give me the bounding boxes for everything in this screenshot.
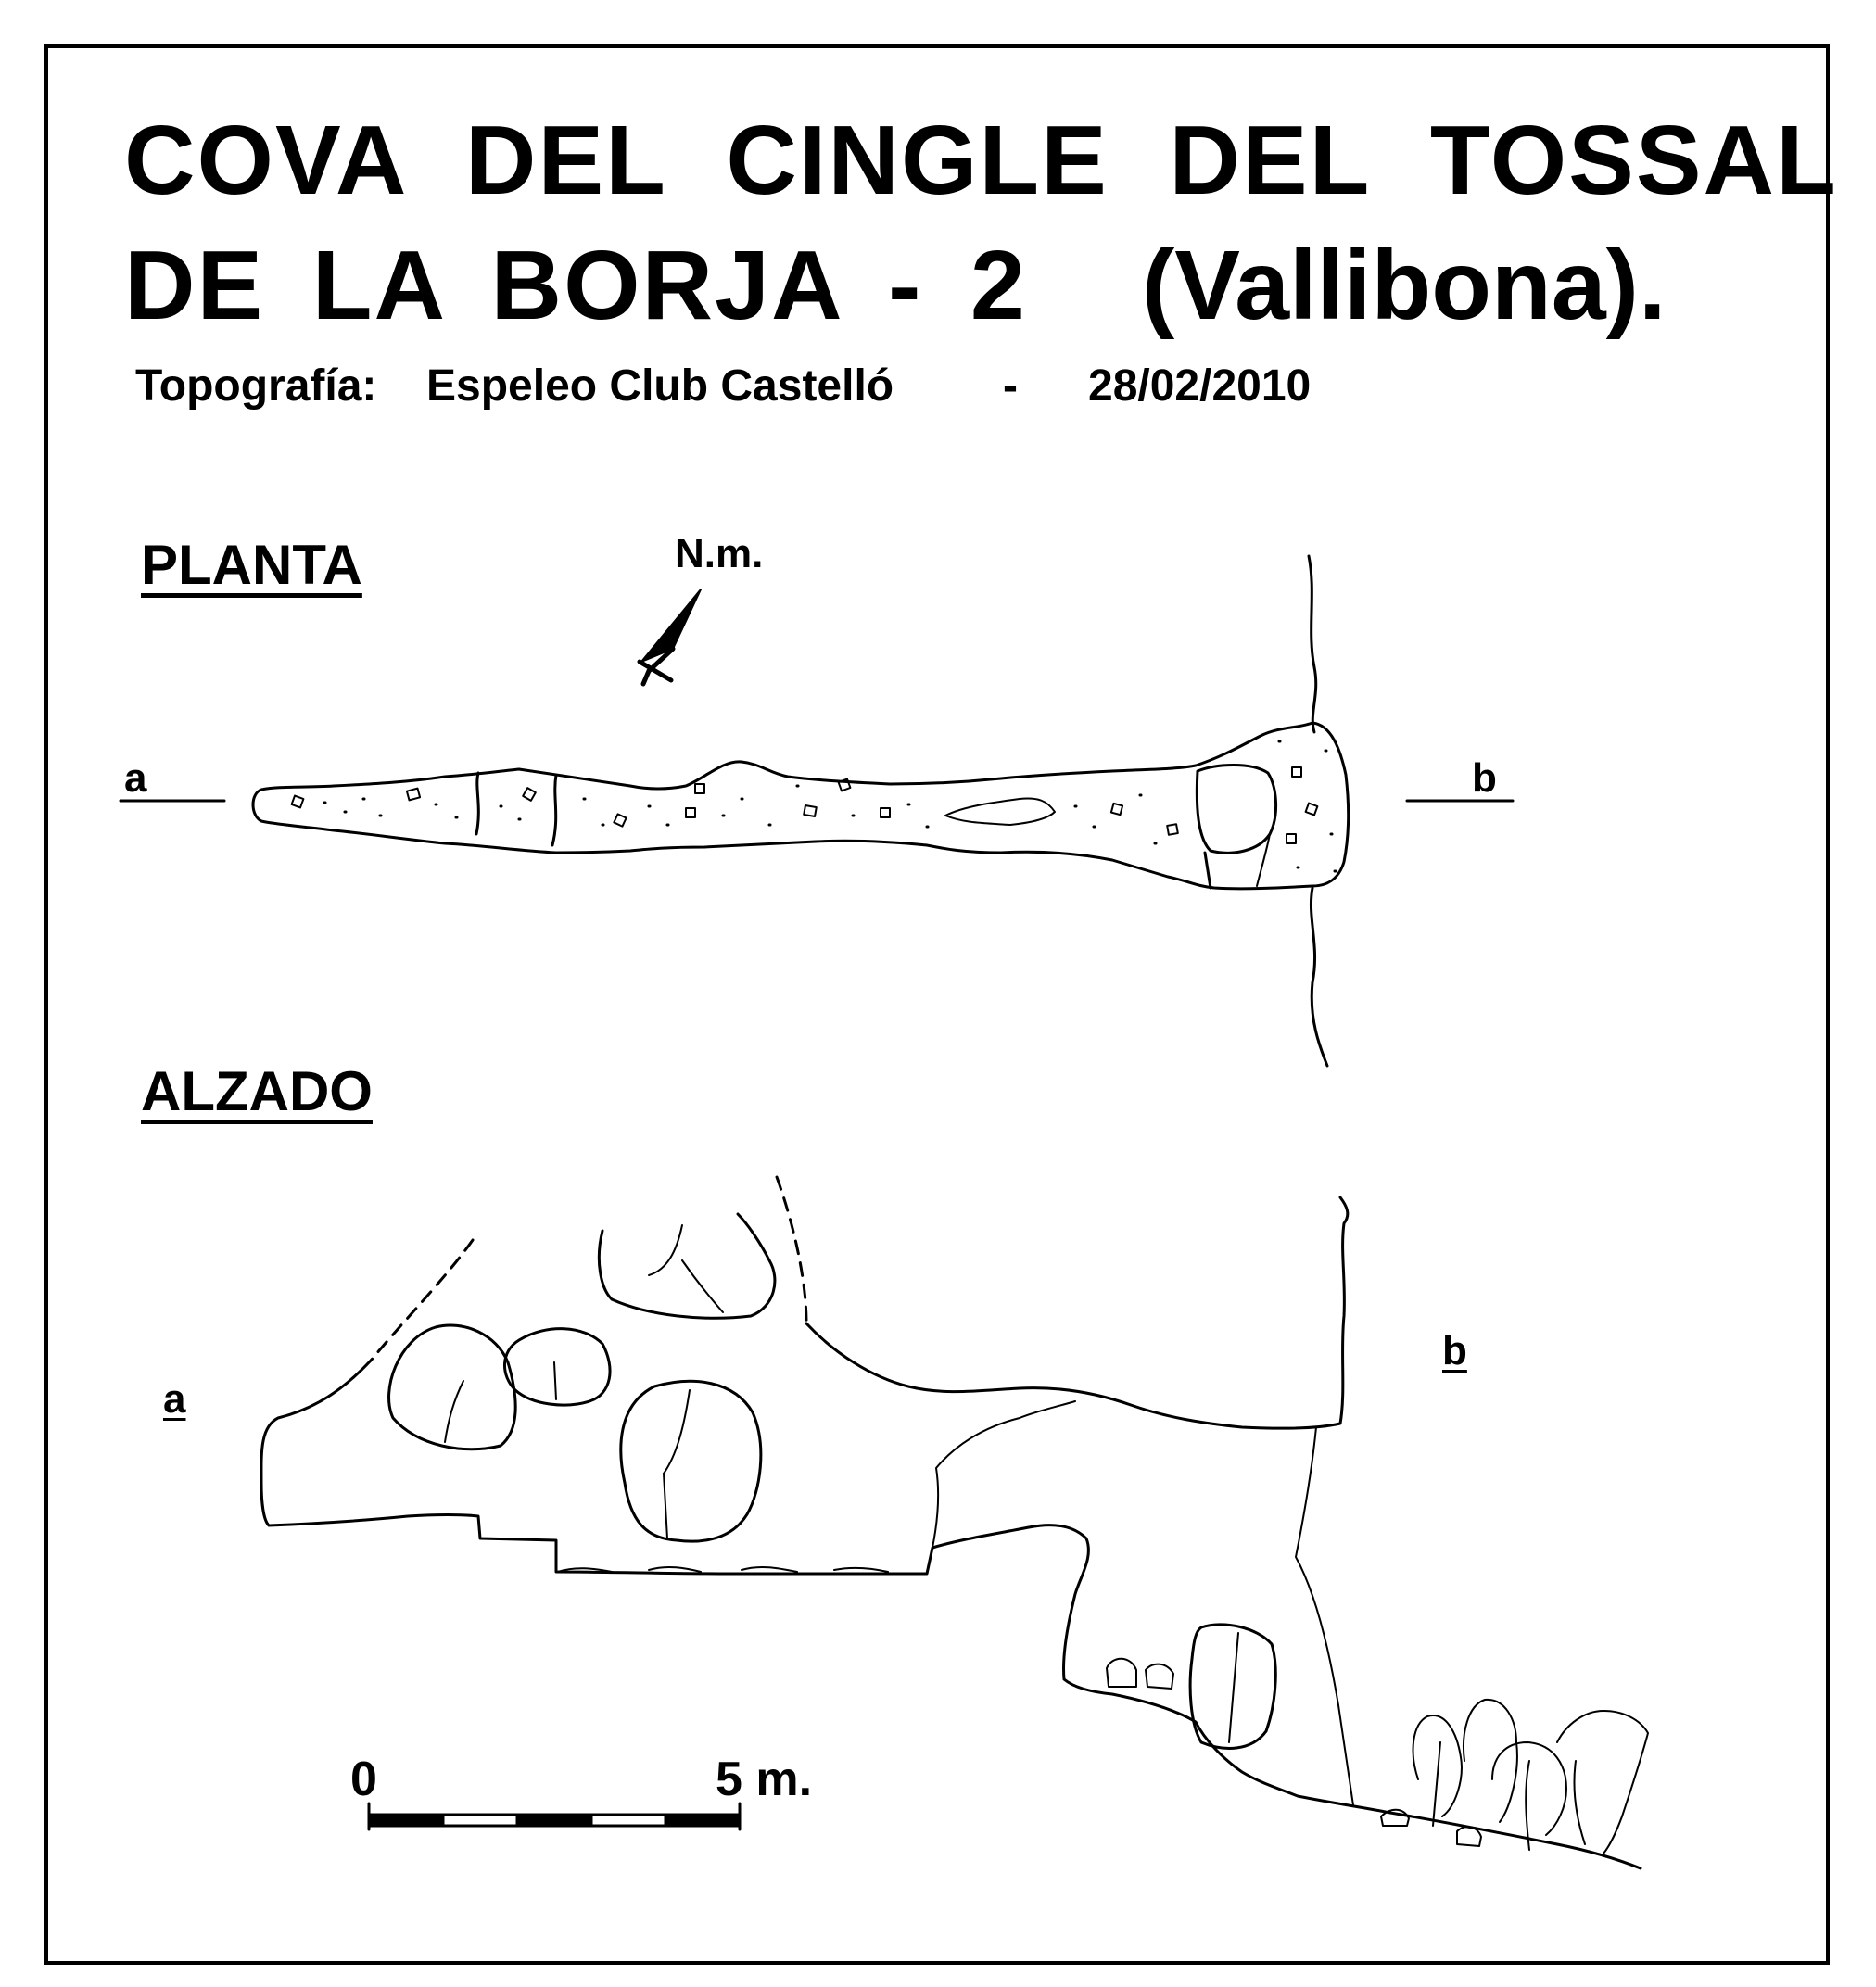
elevation-small-block-2 bbox=[1146, 1664, 1173, 1689]
credits-date: 28/02/2010 bbox=[1088, 361, 1312, 411]
block-crack-2 bbox=[682, 1260, 723, 1312]
plan-point-b: b bbox=[1472, 755, 1497, 801]
shrubs-icon bbox=[1381, 1700, 1648, 1854]
plan-cliff-top bbox=[1309, 556, 1316, 732]
elevation-boulder-1 bbox=[389, 1325, 516, 1449]
elevation-dashed-slope-right bbox=[777, 1177, 806, 1323]
elevation-point-a: a bbox=[163, 1376, 186, 1422]
title-place: (Vallibona). bbox=[1142, 231, 1667, 340]
plan-heading: PLANTA bbox=[141, 534, 362, 596]
north-label: N.m. bbox=[675, 531, 764, 576]
elevation-dashed-slope-left bbox=[371, 1240, 473, 1361]
plan-cave-outline bbox=[253, 723, 1349, 889]
boulder-crack-4 bbox=[1229, 1633, 1238, 1742]
title-line-2: DE LA BORJA - 2 bbox=[124, 231, 1027, 340]
credits-separator: - bbox=[1003, 361, 1018, 411]
elevation-floor-rubble bbox=[558, 1567, 888, 1572]
boulder-crack-3a bbox=[664, 1390, 690, 1474]
title-line-1: COVA DEL CINGLE DEL TOSSAL bbox=[124, 106, 1838, 215]
plan-stipple bbox=[324, 741, 1336, 871]
plan-divider-2 bbox=[552, 775, 556, 845]
credits-author: Espeleo Club Castelló bbox=[426, 361, 894, 411]
boulder-crack-2 bbox=[554, 1362, 556, 1399]
scale-bar bbox=[369, 1803, 740, 1829]
plan-point-a: a bbox=[124, 755, 147, 801]
plan-inner-patch bbox=[945, 799, 1055, 825]
scale-end-label: 5 m. bbox=[716, 1753, 813, 1806]
north-arrow-icon bbox=[640, 589, 701, 684]
scale-start-label: 0 bbox=[350, 1753, 377, 1806]
credits-label: Topografía: bbox=[135, 361, 377, 411]
elevation-boulder-3 bbox=[621, 1381, 761, 1541]
elevation-boulder-2 bbox=[504, 1329, 610, 1405]
elevation-heading: ALZADO bbox=[141, 1060, 373, 1122]
boulder-crack-1 bbox=[445, 1381, 463, 1442]
plan-divider-1 bbox=[476, 773, 478, 834]
plan-chamber bbox=[1197, 766, 1275, 854]
plan-divider-3 bbox=[1205, 853, 1211, 888]
elevation-fracture-2 bbox=[1296, 1427, 1353, 1805]
plan-cliff-bottom bbox=[1311, 888, 1327, 1066]
elevation-ceiling bbox=[806, 1197, 1348, 1428]
elevation-small-block-1 bbox=[1107, 1659, 1136, 1687]
block-crack-1 bbox=[649, 1225, 682, 1275]
elevation-point-b: b bbox=[1442, 1328, 1467, 1373]
boulder-crack-3b bbox=[664, 1474, 667, 1538]
elevation-cave-outline bbox=[261, 1361, 1641, 1868]
